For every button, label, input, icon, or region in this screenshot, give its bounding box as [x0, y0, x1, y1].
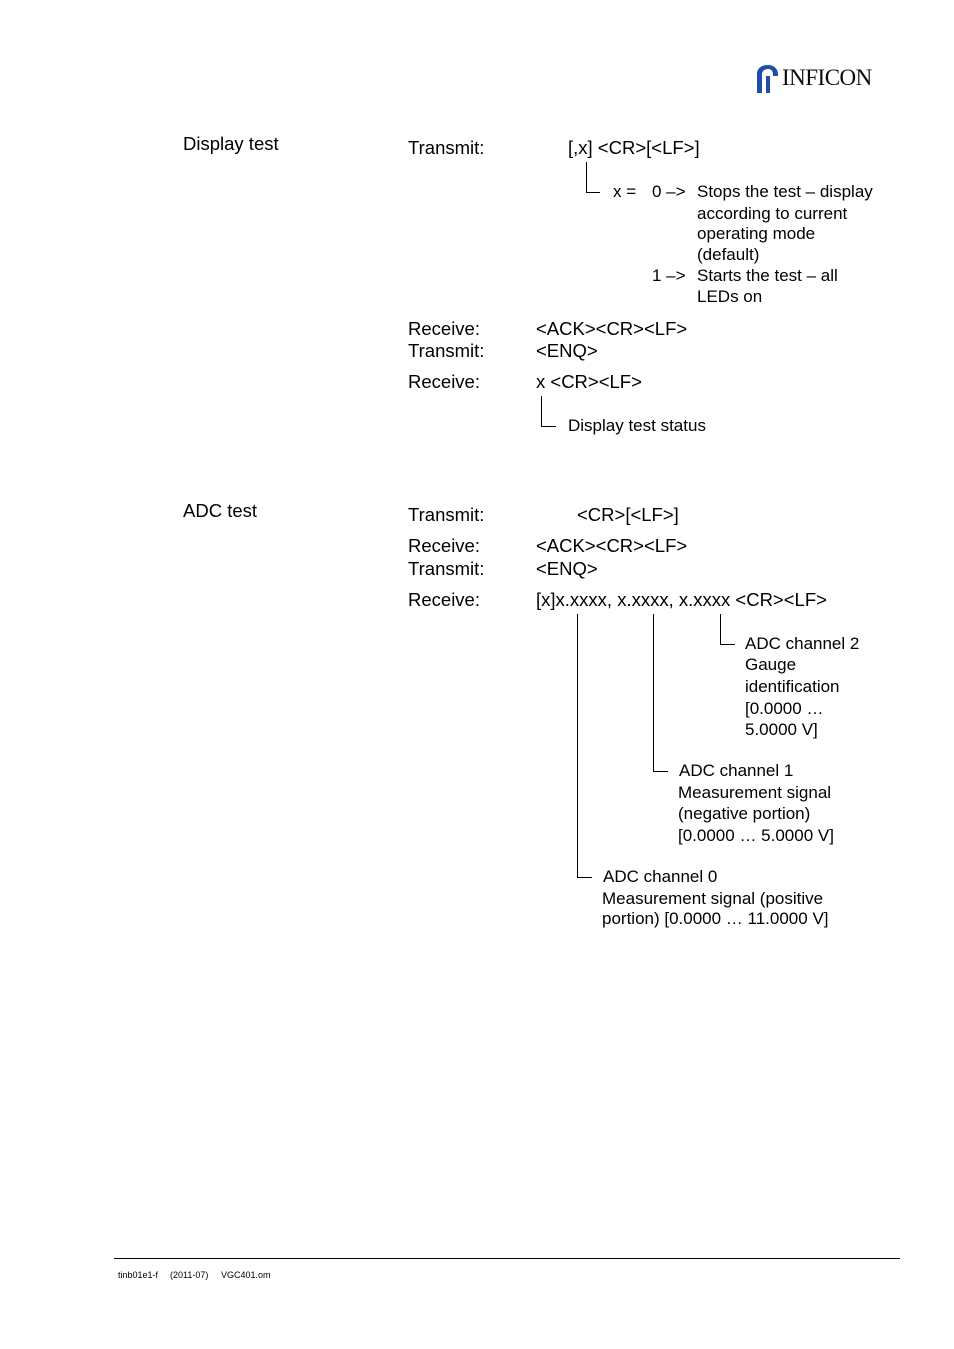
transmit-command: [,x] <CR>[<LF>]: [568, 137, 700, 158]
receive-value: x <CR><LF>: [536, 371, 642, 392]
option-1-line-1: Starts the test – all: [697, 266, 838, 285]
adc-channel-0-line-3: portion) [0.0000 … 11.0000 V]: [602, 909, 829, 928]
adc-channel-2-line-1: ADC channel 2: [745, 634, 860, 653]
tree-connector-horizontal: [541, 426, 556, 427]
tree-connector-horizontal: [577, 877, 592, 878]
transmit-command: <CR>[<LF>]: [577, 504, 679, 525]
option-0-line-2: according to current: [697, 204, 848, 223]
receive-value: [x]x.xxxx, x.xxxx, x.xxxx <CR><LF>: [536, 589, 827, 610]
inficon-logo: [754, 64, 899, 94]
x-equals-label: x =: [613, 182, 637, 201]
receive-label: Receive:: [408, 318, 480, 339]
section-label-adc-test: ADC test: [183, 500, 258, 521]
footer-date: (2011-07): [170, 1270, 209, 1280]
receive-value: <ACK><CR><LF>: [536, 535, 688, 556]
logo-wordmark: INFICON: [782, 65, 872, 90]
transmit-label: Transmit:: [408, 504, 485, 525]
tree-connector-vertical: [586, 162, 587, 192]
adc-channel-1-line-1: ADC channel 1: [679, 761, 794, 780]
transmit-label: Transmit:: [408, 137, 485, 158]
display-test-status-label: Display test status: [568, 416, 706, 435]
adc-channel-2-line-2: Gauge: [745, 655, 797, 674]
tree-connector-vertical: [541, 396, 542, 426]
option-0-line-3: operating mode: [697, 224, 816, 243]
receive-label: Receive:: [408, 589, 480, 610]
tree-connector-vertical: [720, 614, 721, 644]
tree-connector-vertical: [653, 614, 654, 771]
adc-channel-2-line-5: 5.0000 V]: [745, 720, 818, 739]
adc-channel-1-line-4: [0.0000 … 5.0000 V]: [678, 826, 834, 845]
adc-channel-2-line-4: [0.0000 …: [745, 699, 824, 718]
tree-connector-vertical: [577, 614, 578, 877]
option-1-key: 1 –>: [652, 266, 686, 285]
receive-value: <ACK><CR><LF>: [536, 318, 688, 339]
option-1-line-2: LEDs on: [697, 287, 763, 306]
receive-label: Receive:: [408, 535, 480, 556]
transmit-value: <ENQ>: [536, 340, 598, 361]
adc-channel-1-line-2: Measurement signal: [678, 783, 832, 802]
adc-channel-0-line-2: Measurement signal (positive: [602, 889, 824, 908]
tree-connector-horizontal: [586, 192, 600, 193]
section-label-display-test: Display test: [183, 133, 279, 154]
footer-doc-id: tinb01e1-f: [118, 1270, 159, 1280]
option-0-line-4: (default): [697, 245, 760, 264]
option-0-key: 0 –>: [652, 182, 686, 201]
transmit-label: Transmit:: [408, 558, 485, 579]
transmit-label: Transmit:: [408, 340, 485, 361]
adc-channel-1-line-3: (negative portion): [678, 804, 811, 823]
adc-channel-0-line-1: ADC channel 0: [603, 867, 718, 886]
transmit-value: <ENQ>: [536, 558, 598, 579]
footer-file: VGC401.om: [221, 1270, 271, 1280]
receive-label: Receive:: [408, 371, 480, 392]
footer-rule: [114, 1258, 900, 1259]
option-0-line-1: Stops the test – display: [697, 182, 873, 201]
tree-connector-horizontal: [720, 644, 735, 645]
inficon-emblem-icon: [754, 64, 780, 94]
adc-channel-2-line-3: identification: [745, 677, 840, 696]
tree-connector-horizontal: [653, 771, 668, 772]
